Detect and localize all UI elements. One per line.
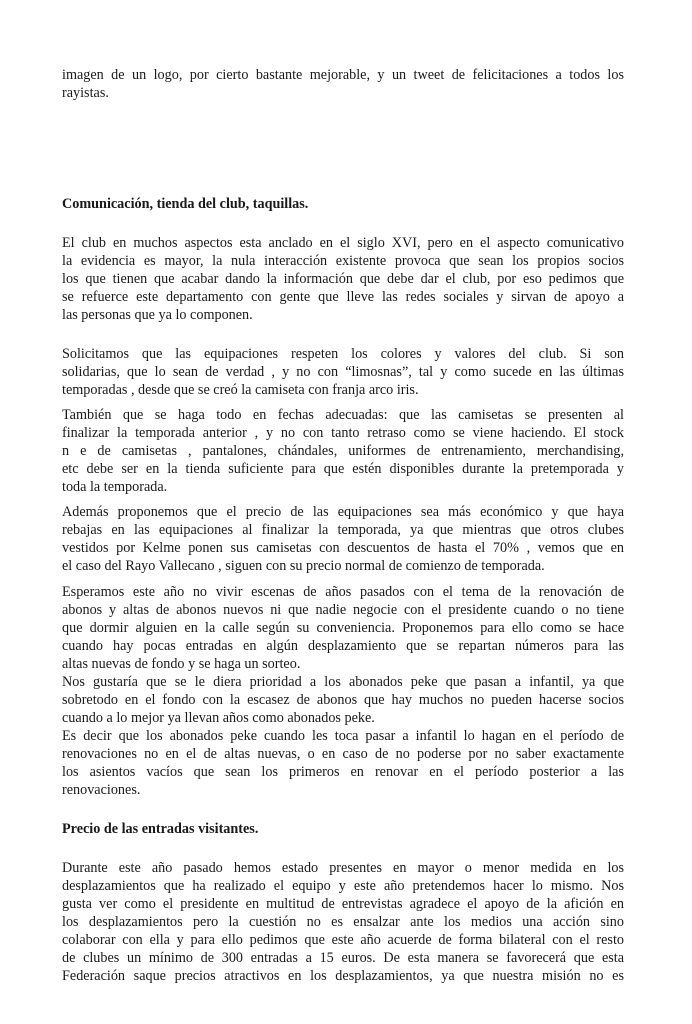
text-line: renovaciones. (62, 782, 141, 798)
intro-paragraph (62, 66, 624, 102)
text-line: el caso del Rayo Vallecano , siguen con su precio normal de comienzo de temporada. (62, 558, 545, 574)
text-line: colaborar con ella y para ello pedimos que este año acuerde de forma bilateral con el resto (62, 932, 624, 948)
section-heading-communication: Comunicación, tienda del club, taquillas. (62, 196, 309, 212)
text-line: Es decir que los abonados peke cuando les toca pasar a infantil lo hagan en el período de (62, 728, 624, 744)
paragraph (62, 503, 624, 575)
text-line: altas nuevas de fondo y se haga un sorteo. (62, 656, 301, 672)
text-line: se refuerce este departamento con gente que lleve las redes sociales y sirvan de apoyo a (62, 289, 624, 305)
text-line: temporadas , desde que se creó la camiseta con franja arco iris. (62, 382, 419, 398)
paragraph (62, 859, 624, 985)
text-line: la evidencia es mayor, la nula interacción existente provoca que sean los propios socios (62, 253, 624, 269)
text-line: los desplazamientos pero la cuestión no es ensalzar ante los medios una acción sino (62, 914, 624, 930)
text-line: toda la temporada. (62, 479, 168, 495)
paragraph (62, 234, 624, 324)
section-heading (62, 820, 624, 838)
text-line: Nos gustaría que se le diera prioridad a los abonados peke que pasan a infantil, ya que (62, 674, 624, 690)
text-line: Solicitamos que las equipaciones respeten los colores y valores del club. Si son (62, 346, 624, 362)
text-line: abonos y altas de abonos nuevos ni que nadie negocie con el presidente cuando o no tiene (62, 602, 624, 618)
text-line: renovaciones no en el de altas nuevas, o en caso de no poderse por no saber exactamente (62, 746, 624, 762)
text-line: desplazamientos que ha realizado el equipo y este año pretendemos hacer lo mismo. Nos (62, 878, 624, 894)
text-line: etc debe ser en la tienda suficiente para que estén disponibles durante la pretemporada y (62, 461, 624, 477)
text-line: El club en muchos aspectos esta anclado en el siglo XVI, pero en el aspecto comunicativo (62, 235, 624, 251)
text-line: de clubes un mínimo de 300 entradas a 15 euros. De esta manera se favorecerá que esta (62, 950, 624, 966)
text-line: vestidos por Kelme ponen sus camisetas con descuentos de hasta el 70% , vemos que en (62, 540, 624, 556)
text-line: los asientos vacíos que sean los primeros en renovar en el período posterior a las (62, 764, 624, 780)
paragraph (62, 583, 624, 799)
text-line: los que tienen que acabar dando la información que debe dar el club, por eso pedimos que (62, 271, 624, 287)
paragraph (62, 406, 624, 496)
text-line: Además proponemos que el precio de las equipaciones sea más económico y que haya (62, 504, 624, 520)
section-heading-ticket-prices: Precio de las entradas visitantes. (62, 821, 259, 837)
section-heading (62, 195, 624, 213)
text-line: cuando a lo mejor ya llevan años como abonados peke. (62, 710, 375, 726)
text-line: las personas que ya lo componen. (62, 307, 253, 323)
text-line: finalizar la temporada anterior , y no con tanto retraso como se viene haciendo. El stock (62, 425, 624, 441)
text-line: Durante este año pasado hemos estado presentes en mayor o menor medida en los (62, 860, 624, 876)
text-line: Federación saque precios atractivos en los desplazamientos, ya que nuestra misión no es (62, 968, 624, 984)
text-line: sobretodo en el fondo con la escasez de abonos que hay muchos no pueden hacerse socios (62, 692, 624, 708)
text-line: solidarias, que lo sean de verdad , y no con “limosnas”, tal y como sucede en las últimas (62, 364, 624, 380)
text-line: También que se haga todo en fechas adecuadas: que las camisetas se presenten al (62, 407, 624, 423)
text-line: rebajas en las equipaciones al finalizar la temporada, ya que mientras que otros clubes (62, 522, 624, 538)
text-line: Esperamos este año no vivir escenas de años pasados con el tema de la renovación de (62, 584, 624, 600)
paragraph (62, 345, 624, 399)
text-line: que dormir alguien en la calle según su conveniencia. Proponemos para ello como se hace (62, 620, 624, 636)
text-line: n e de camisetas , pantalones, chándales, uniformes de entrenamiento, merchandising, (62, 443, 624, 459)
text-line: gusta ver como el presidente en multitud de entrevistas agradece el apoyo de la afición en (62, 896, 624, 912)
text-line: imagen de un logo, por cierto bastante mejorable, y un tweet de felicitaciones a todos los (62, 67, 624, 83)
text-line: cuando hay pocas entradas en algún desplazamiento que se repartan números para las (62, 638, 624, 654)
text-line: rayistas. (62, 85, 109, 101)
